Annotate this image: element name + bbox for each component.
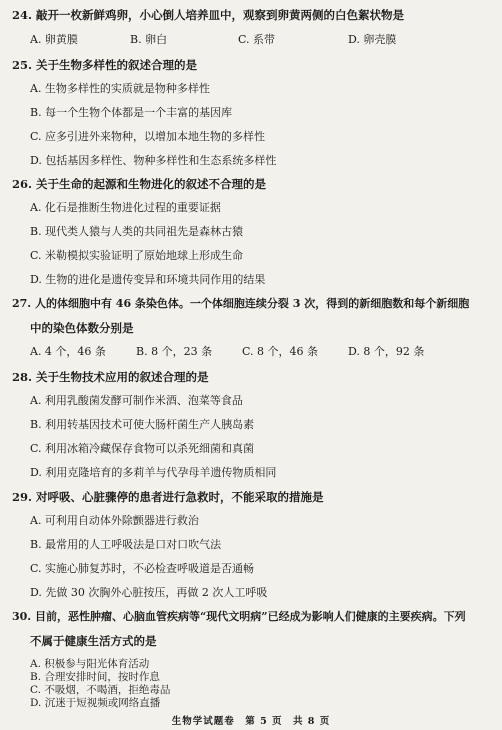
option-b: B. 现代类人猿与人类的共同祖先是森林古猿 (30, 225, 244, 238)
option-d: D. 沉迷于短视频或网络直播 (30, 697, 161, 709)
question-25-stem: 25. 关于生物多样性的叙述合理的是 (12, 58, 198, 72)
option-b: B. 利用转基因技术可使大肠杆菌生产人胰岛素 (30, 418, 255, 431)
option-b: B. 8 个，23 条 (136, 345, 213, 358)
option-c: C. 实施心肺复苏时，不必检查呼吸道是否通畅 (30, 562, 255, 575)
option-a: A. 4 个，46 条 (30, 345, 106, 358)
option-a: A. 化石是推断生物进化过程的重要证据 (30, 201, 221, 214)
option-a: A. 卵黄膜 (30, 33, 78, 46)
question-27-stem-cont: 中的染色体数分别是 (30, 321, 134, 335)
option-d: D. 包括基因多样性、物种多样性和生态系统多样性 (30, 154, 277, 167)
option-d: D. 生物的进化是遗传变异和环境共同作用的结果 (30, 273, 266, 286)
question-26-stem: 26. 关于生命的起源和生物进化的叙述不合理的是 (12, 177, 267, 191)
option-d: D. 卵壳膜 (348, 33, 397, 46)
option-c: C. 利用冰箱冷藏保存食物可以杀死细菌和真菌 (30, 442, 255, 455)
option-c: C. 8 个，46 条 (242, 345, 319, 358)
option-a: A. 生物多样性的实质就是物种多样性 (30, 82, 210, 95)
question-30-stem-cont: 不属于健康生活方式的是 (30, 634, 157, 648)
option-c: C. 系带 (238, 33, 276, 46)
question-28-stem: 28. 关于生物技术应用的叙述合理的是 (12, 370, 209, 384)
question-24-stem: 24. 敲开一枚新鲜鸡卵，小心倒人培养皿中，观察到卵黄两侧的白色絮状物是 (12, 8, 405, 22)
page-footer: 生物学试题卷 第 5 页 共 8 页 (171, 716, 331, 727)
option-a: A. 利用乳酸菌发酵可制作米酒、泡菜等食品 (30, 394, 243, 407)
question-30-stem: 30. 目前，恶性肿瘤、心脑血管疾病等“现代文明病”已经成为影响人们健康的主要疾病。下列 (12, 610, 466, 623)
option-d: D. 先做 30 次胸外心脏按压，再做 2 次人工呼吸 (30, 586, 268, 599)
option-d: D. 利用克隆培育的多莉羊与代孕母羊遗传物质相同 (30, 466, 277, 479)
option-d: D. 8 个，92 条 (348, 345, 425, 358)
option-c: C. 不吸烟，不喝酒，拒绝毒品 (30, 684, 171, 696)
option-c: C. 米勒模拟实验证明了原始地球上形成生命 (30, 249, 244, 262)
question-29-stem: 29. 对呼吸、心脏骤停的患者进行急救时，不能采取的措施是 (12, 490, 324, 504)
option-b: B. 每一个生物个体都是一个丰富的基因库 (30, 106, 233, 119)
option-b: B. 卵白 (130, 33, 168, 46)
option-b: B. 合理安排时间，按时作息 (30, 671, 160, 683)
option-b: B. 最常用的人工呼吸法是口对口吹气法 (30, 538, 222, 551)
option-c: C. 应多引进外来物种，以增加本地生物的多样性 (30, 130, 266, 143)
option-a: A. 可利用自动体外除颤器进行救治 (30, 514, 199, 527)
option-a: A. 积极参与阳光体育活动 (30, 658, 150, 670)
question-27-stem: 27. 人的体细胞中有 46 条染色体。一个体细胞连续分裂 3 次，得到的新细胞数和每个新细胞 (12, 297, 470, 310)
